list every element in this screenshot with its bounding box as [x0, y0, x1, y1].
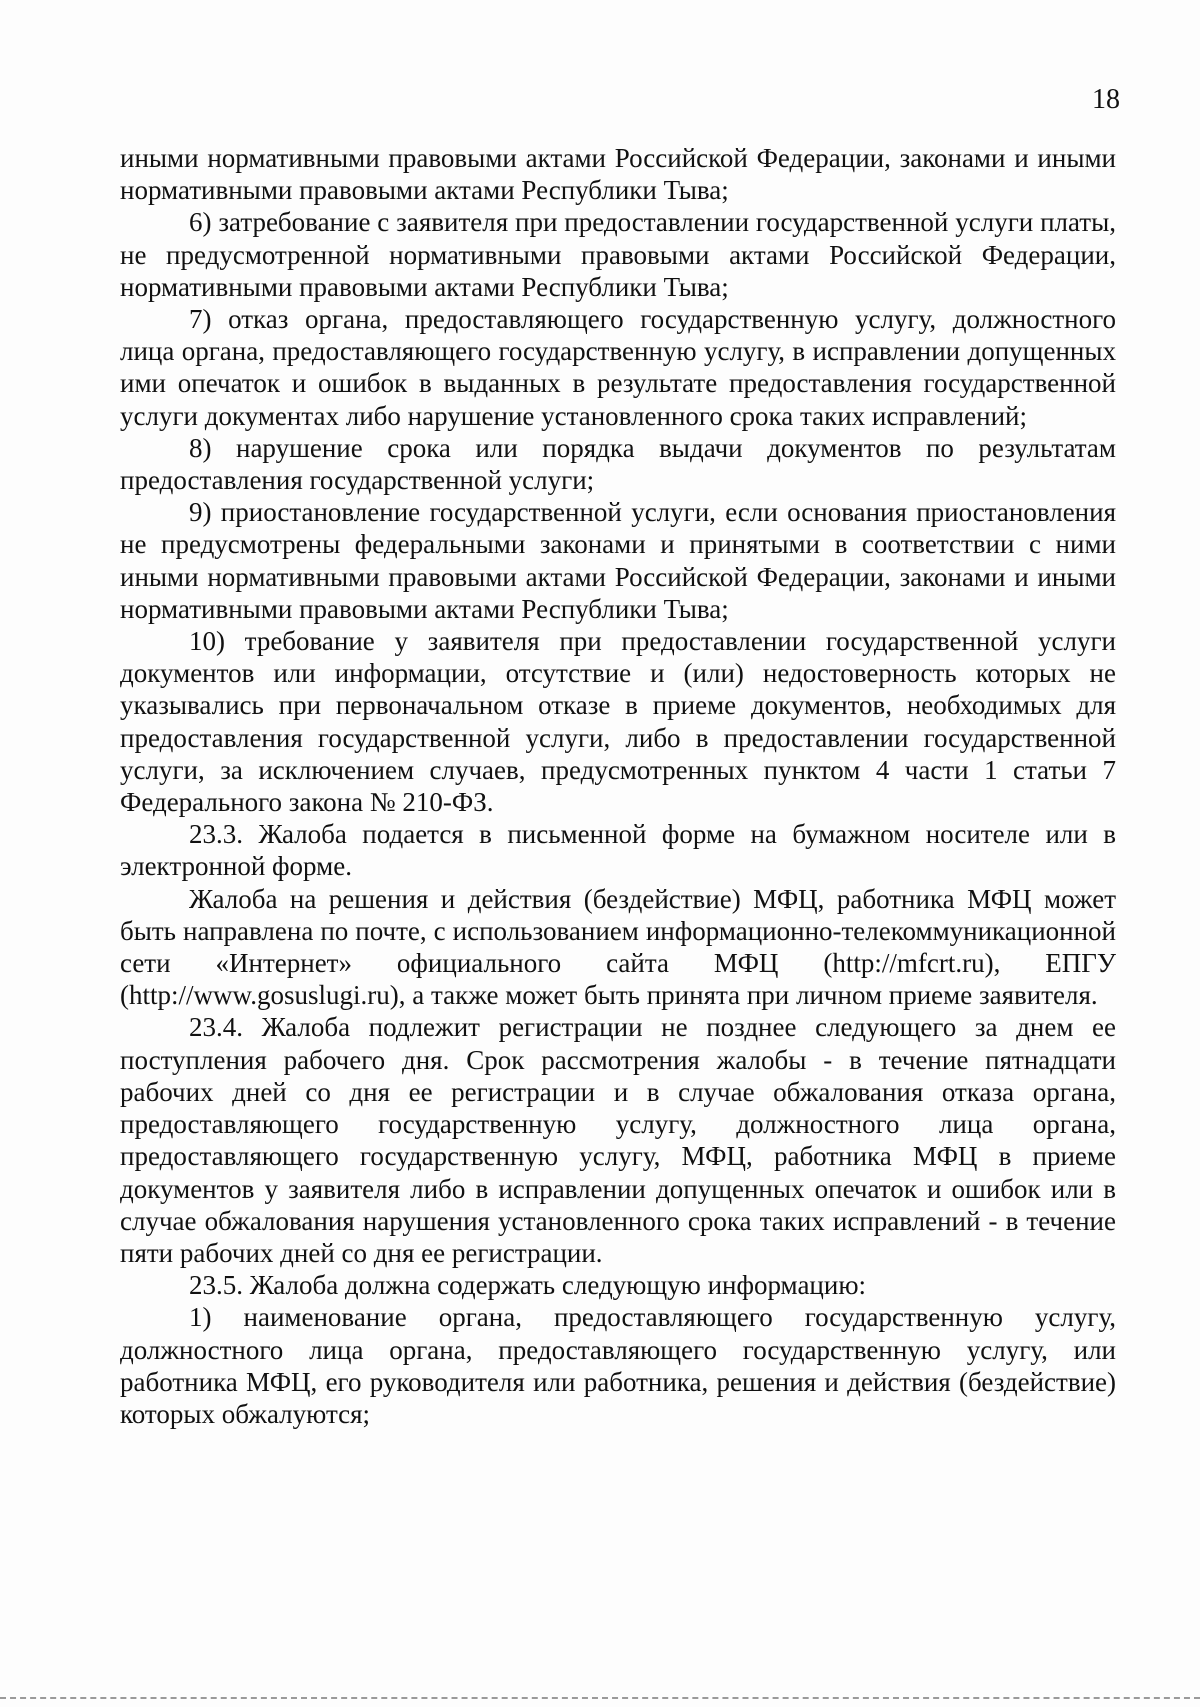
- paragraph-item-7: 7) отказ органа, предоставляющего государственную услугу, должностного лица органа, предоставляющего государственную услугу, в исправлении допущенных ими опечаток и ошибок в выданных в результате предоставления государственной услуги документах либо нарушение установленного срока таких исправлений;: [120, 304, 1116, 431]
- page-number: 18: [1092, 84, 1120, 115]
- paragraph-23-5: 23.5. Жалоба должна содержать следующую информацию:: [189, 1270, 867, 1301]
- paragraph-23-3: 23.3. Жалоба подается в письменной форме на бумажном носителе или в электронной форме.: [120, 819, 1116, 882]
- paragraph-item-8: 8) нарушение срока или порядка выдачи документов по результатам предоставления государственной услуги;: [120, 432, 1116, 496]
- paragraph-item-6: 6) затребование с заявителя при предоставлении государственной услуги платы, не предусмотренной нормативными правовыми актами Российской Федерации, нормативными правовыми актами Республики Тыва;: [120, 207, 1116, 302]
- paragraph-item-9: 9) приостановление государственной услуги, если основания приостановления не предусмотрены федеральными законами и принятыми в соответствии с ними иными нормативными правовыми актами Российской Федерации, законами и иными нормативными правовыми актами Республики Тыва;: [120, 497, 1116, 624]
- scan-edge-line: [0, 1697, 1200, 1699]
- paragraph-23-4: 23.4. Жалоба подлежит регистрации не позднее следующего за днем ее поступления рабочего дня. Срок рассмотрения жалобы - в течение пятнадцати рабочих дней со дня ее регистрации и в случае обжалования отказа органа, предоставляющего государственную услугу, должностного лица органа, предоставляющего государственную услугу, МФЦ, работника МФЦ в приеме документов у заявителя либо в исправлении допущенных опечаток и ошибок или в случае обжалования нарушения установленного срока таких исправлений - в течение пяти рабочих дней со дня ее регистрации.: [120, 1012, 1116, 1268]
- paragraph-item-10: 10) требование у заявителя при предоставлении государственной услуги документов или информации, отсутствие и (или) недостоверность которых не указывались при первоначальном отказе в приеме документов, необходимых для предоставления государственной услуги, либо в предоставлении государственной услуги, за исключением случаев, предусмотренных пунктом 4 части 1 статьи 7 Федерального закона № 210-ФЗ.: [120, 626, 1116, 818]
- paragraph-complaint-mfc: Жалоба на решения и действия (бездействие) МФЦ, работника МФЦ может быть направлена по почте, с использованием информационно-телекоммуникационной сети «Интернет» официального сайта МФЦ (http://mfcrt.ru), ЕПГУ (http://www.gosuslugi.ru), а также может быть принята при личном приеме заявителя.: [120, 883, 1116, 1011]
- document-body: [120, 142, 1116, 1430]
- paragraph-23-5-item-1: 1) наименование органа, предоставляющего государственную услугу, должностного лица органа, предоставляющего государственную услугу, или работника МФЦ, его руководителя или работника, решения и действия (бездействие) которых обжалуются;: [120, 1302, 1116, 1429]
- paragraph-continuation: иными нормативными правовыми актами Российской Федерации, законами и иными нормативными правовыми актами Республики Тыва;: [120, 143, 1116, 206]
